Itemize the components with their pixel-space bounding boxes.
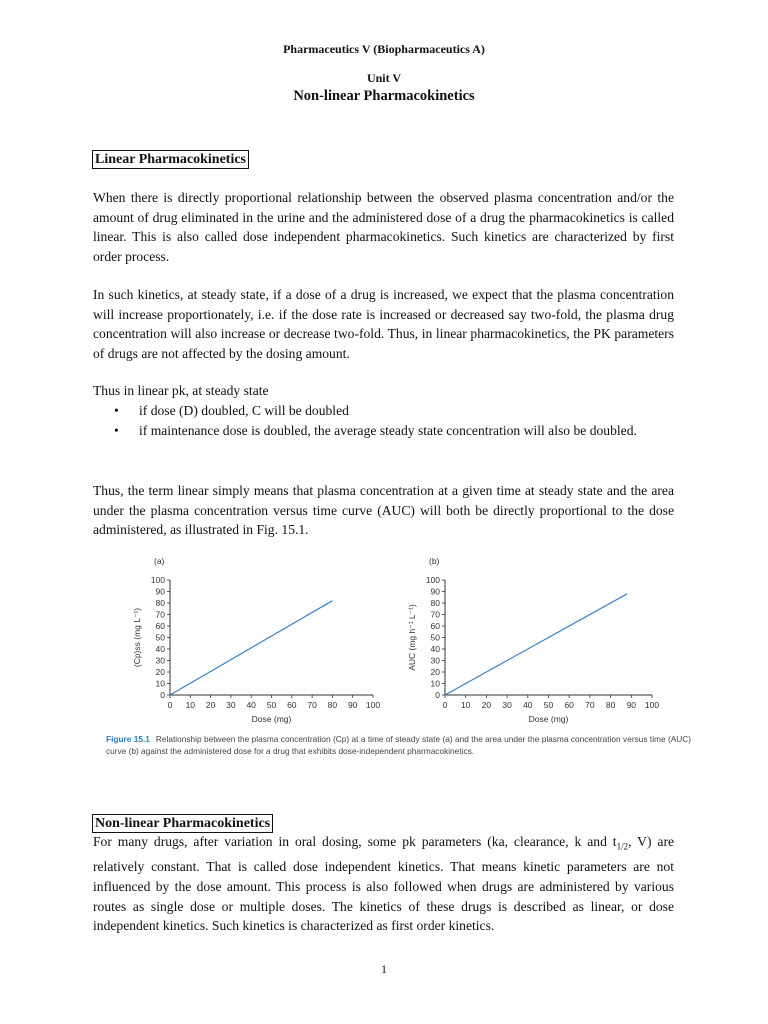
x-tick-label: 20 (205, 700, 216, 710)
bullet-item: • if dose (D) doubled, C will be doubled (110, 401, 674, 421)
page-number: 1 (381, 962, 387, 976)
section-heading-nonlinear: Non-linear Pharmacokinetics (92, 814, 273, 833)
y-tick-label: 0 (435, 690, 440, 700)
y-tick-label: 30 (155, 655, 165, 666)
y-tick-label: 70 (155, 609, 165, 620)
x-tick-label: 100 (365, 700, 381, 710)
y-tick-label: 40 (155, 644, 165, 654)
y-tick-label: 0 (160, 690, 165, 700)
y-axis-label: (Cp)ss (mg L⁻¹) (132, 607, 142, 668)
bullet-item: • if maintenance dose is doubled, the average steady state concentration will also be doubled. (110, 421, 674, 441)
x-tick-label: 30 (502, 700, 512, 710)
paragraph-nonlinear (93, 832, 674, 936)
chart-panel-b (407, 556, 659, 724)
x-tick-label: 40 (523, 700, 533, 710)
unit-label: Unit V (366, 71, 402, 85)
x-tick-label: 100 (644, 700, 660, 710)
x-tick-label: 10 (460, 700, 471, 710)
y-tick-label: 60 (155, 621, 165, 631)
x-tick-label: 70 (307, 700, 317, 710)
x-tick-label: 40 (246, 700, 256, 710)
y-tick-label: 80 (155, 598, 165, 608)
panel-label: (a) (154, 556, 165, 566)
paragraph-steady-state: In such kinetics, at steady state, if a dose of a drug is increased, we expect that the plasma concentration will increase proportionately, i.e. if the dose rate is increased or decreased say two-fold, the plasma drug concentration will also increase or decrease two-fold. Thus, in linear pharmacokinetics, the PK parameters of drugs are not affected by the dosing amount. (93, 287, 674, 361)
x-tick-label: 80 (605, 700, 616, 710)
page-title: Non-linear Pharmacokinetics (293, 88, 475, 104)
y-tick-label: 50 (430, 632, 440, 643)
x-tick-label: 50 (543, 700, 554, 710)
paragraph-linear-definition: When there is directly proportional relationship between the observed plasma concentration and/or the amount of drug eliminated in the urine and the administered dose of a drug the pharmacokinetics is called linear. This is also called dose independent pharmacokinetics. Such kinetics are characterized by first order process. (93, 190, 674, 264)
x-tick-label: 30 (226, 700, 236, 710)
x-tick-label: 20 (481, 700, 492, 710)
y-tick-label: 10 (155, 678, 165, 689)
y-tick-label: 30 (430, 655, 440, 666)
x-tick-label: 0 (167, 700, 173, 710)
x-tick-label: 90 (626, 700, 637, 710)
paragraph-linear-meaning: Thus, the term linear simply means that plasma concentration at a given time at steady state and the area under the plasma concentration versus time curve (AUC) will both be directly proportional to the dose administered, as illustrated in Fig. 15.1. (93, 483, 674, 538)
x-axis-label: Dose (mg) (251, 714, 292, 724)
x-tick-label: 0 (442, 700, 448, 710)
bullet-lead-text: Thus in linear pk, at steady state (93, 383, 269, 398)
y-tick-label: 20 (430, 667, 440, 677)
y-tick-label: 50 (155, 632, 165, 643)
subscript-half: 1/2 (616, 841, 629, 852)
y-tick-label: 100 (150, 575, 165, 585)
panel-label: (b) (429, 556, 440, 566)
x-tick-label: 80 (327, 700, 338, 710)
y-tick-label: 10 (430, 678, 440, 689)
y-tick-label: 90 (155, 586, 165, 597)
y-tick-label: 20 (155, 667, 165, 677)
course-title: Pharmaceutics V (Biopharmaceutics A) (283, 42, 485, 56)
series-line (445, 594, 627, 695)
y-tick-label: 80 (430, 598, 440, 608)
x-tick-label: 70 (585, 700, 595, 710)
paragraph-nonlinear-part1: For many drugs, after variation in oral dosing, some pk parameters (ka, clearance, k and t (93, 834, 617, 849)
y-axis-label: AUC (mg h⁻¹ L⁻¹) (407, 604, 417, 671)
figure-caption (106, 733, 691, 758)
x-tick-label: 90 (347, 700, 358, 710)
paragraph-nonlinear-part2: , V) are relatively constant. That is called dose independent kinetics. That means kinetic parameters are not influenced by the dose amount. This process is also followed when drugs are administered by various routes as single dose or multiple doses. The kinetics of these drugs is described as linear, or dose independent kinetics. Such kinetics is characterized as first order kinetics. (93, 834, 674, 934)
y-tick-label: 90 (430, 586, 440, 597)
figure-charts (100, 548, 690, 733)
series-line (170, 601, 332, 695)
figure-label: Figure 15.1 (106, 734, 150, 744)
x-tick-label: 10 (185, 700, 196, 710)
y-tick-label: 70 (430, 609, 440, 620)
bullet-list (110, 401, 674, 440)
y-tick-label: 40 (430, 644, 440, 654)
y-tick-label: 60 (430, 621, 440, 631)
y-tick-label: 100 (425, 575, 440, 585)
chart-panel-a (132, 556, 380, 724)
figure-caption-text: Relationship between the plasma concentration (Cp) at a time of steady state (a) and the area under the plasma concentration versus time (AUC) curve (b) against the administered dose for a drug that exhibits dose-independent pharmacokinetics. (106, 734, 691, 757)
section-heading-linear: Linear Pharmacokinetics (92, 150, 249, 169)
x-tick-label: 50 (266, 700, 277, 710)
x-tick-label: 60 (287, 700, 297, 710)
x-tick-label: 60 (564, 700, 574, 710)
x-axis-label: Dose (mg) (528, 714, 569, 724)
